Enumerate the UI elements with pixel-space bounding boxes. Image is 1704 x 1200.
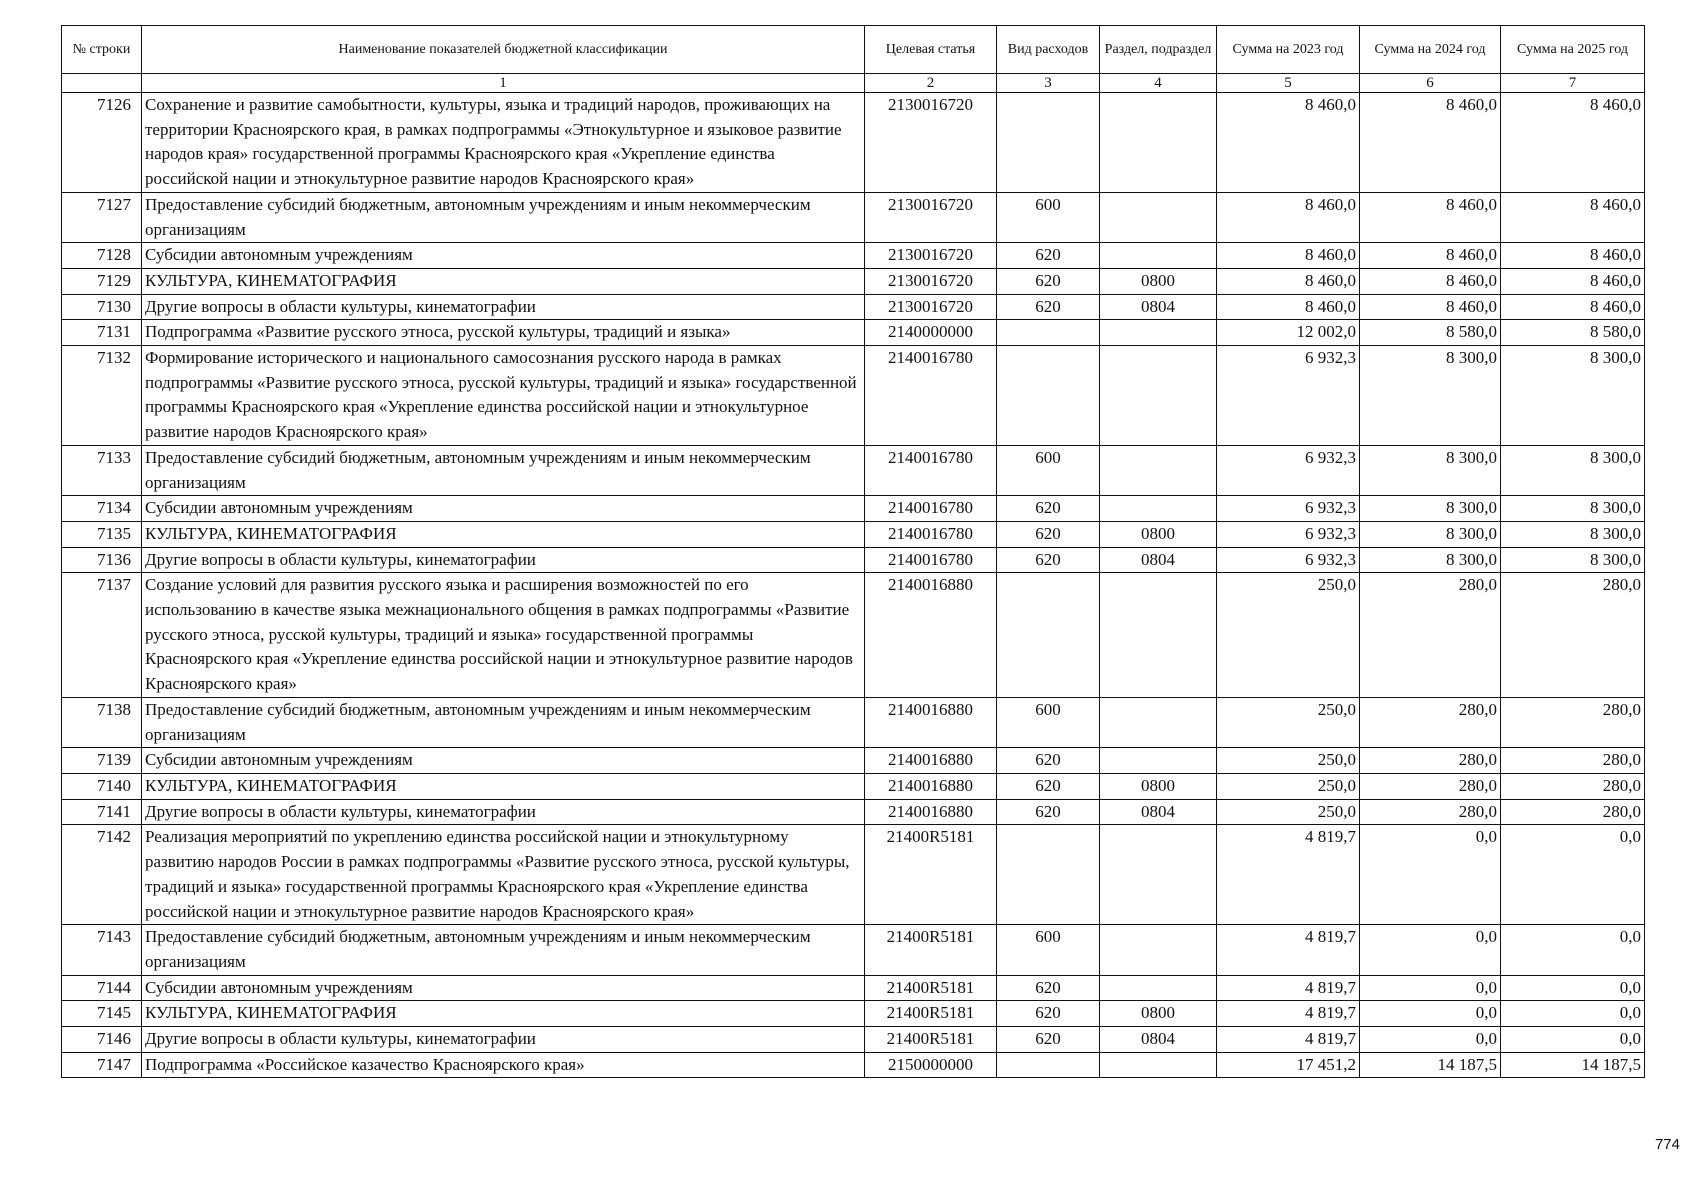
section-code: 0804 [1100,1027,1217,1053]
sum-2024: 280,0 [1360,799,1501,825]
sum-2023: 6 932,3 [1217,496,1360,522]
target-article: 2130016720 [865,268,997,294]
column-number: 2 [865,74,997,93]
section-code [1100,697,1217,747]
header-row-no: № строки [62,26,142,74]
section-code: 0804 [1100,547,1217,573]
sum-2023: 6 932,3 [1217,346,1360,446]
section-code [1100,825,1217,925]
table-row [62,547,1645,573]
sum-2023: 12 002,0 [1217,320,1360,346]
indicator-name: КУЛЬТУРА, КИНЕМАТОГРАФИЯ [142,773,865,799]
table-row [62,1052,1645,1078]
table-row [62,925,1645,975]
expense-type: 620 [997,1001,1100,1027]
indicator-name: Другие вопросы в области культуры, кинематографии [142,547,865,573]
sum-2025: 280,0 [1501,697,1645,747]
sum-2024: 280,0 [1360,748,1501,774]
row-number: 7128 [62,243,142,269]
sum-2025: 280,0 [1501,573,1645,698]
expense-type [997,346,1100,446]
target-article: 21400R5181 [865,975,997,1001]
sum-2025: 0,0 [1501,925,1645,975]
sum-2023: 250,0 [1217,773,1360,799]
expense-type: 600 [997,925,1100,975]
sum-2023: 250,0 [1217,573,1360,698]
table-row [62,748,1645,774]
sum-2023: 250,0 [1217,697,1360,747]
section-code: 0800 [1100,1001,1217,1027]
sum-2025: 8 580,0 [1501,320,1645,346]
row-number: 7138 [62,697,142,747]
sum-2023: 6 932,3 [1217,521,1360,547]
table-row [62,294,1645,320]
section-code: 0804 [1100,799,1217,825]
indicator-name: Другие вопросы в области культуры, кинематографии [142,1027,865,1053]
target-article: 2130016720 [865,192,997,242]
sum-2023: 4 819,7 [1217,1001,1360,1027]
target-article: 2130016720 [865,294,997,320]
header-sum-2023: Сумма на 2023 год [1217,26,1360,74]
indicator-name: Предоставление субсидий бюджетным, автономным учреждениям и иным некоммерческим организациям [142,192,865,242]
section-code [1100,93,1217,193]
sum-2023: 4 819,7 [1217,1027,1360,1053]
section-code [1100,445,1217,495]
expense-type: 620 [997,268,1100,294]
header-sum-2025: Сумма на 2025 год [1501,26,1645,74]
sum-2025: 0,0 [1501,1001,1645,1027]
expense-type: 620 [997,496,1100,522]
sum-2024: 8 300,0 [1360,346,1501,446]
section-code [1100,573,1217,698]
header-row [62,26,1645,74]
column-number: 5 [1217,74,1360,93]
header-target: Целевая статья [865,26,997,74]
indicator-name: Подпрограмма «Развитие русского этноса, русской культуры, традиций и языка» [142,320,865,346]
row-number: 7127 [62,192,142,242]
header-name: Наименование показателей бюджетной классификации [142,26,865,74]
sum-2025: 8 460,0 [1501,243,1645,269]
target-article: 2140016880 [865,573,997,698]
sum-2025: 280,0 [1501,773,1645,799]
sum-2025: 0,0 [1501,1027,1645,1053]
indicator-name: КУЛЬТУРА, КИНЕМАТОГРАФИЯ [142,521,865,547]
expense-type: 600 [997,192,1100,242]
sum-2025: 0,0 [1501,825,1645,925]
row-number: 7130 [62,294,142,320]
sum-2023: 8 460,0 [1217,93,1360,193]
sum-2024: 0,0 [1360,1027,1501,1053]
target-article: 2140016880 [865,799,997,825]
sum-2025: 14 187,5 [1501,1052,1645,1078]
header-sum-2024: Сумма на 2024 год [1360,26,1501,74]
sum-2023: 4 819,7 [1217,825,1360,925]
row-number: 7137 [62,573,142,698]
table-row [62,192,1645,242]
section-code [1100,925,1217,975]
expense-type [997,1052,1100,1078]
indicator-name: Создание условий для развития русского языка и расширения возможностей по его использованию в качестве языка межнационального общения в рамках подпрограммы «Развитие русского этноса, русской культуры, традиций и языка» государственной программы Красноярского края «Укрепление единства российской нации и этнокультурное развитие народов Красноярского края» [142,573,865,698]
target-article: 2140016880 [865,748,997,774]
table-row [62,799,1645,825]
column-number: 6 [1360,74,1501,93]
sum-2025: 8 460,0 [1501,294,1645,320]
sum-2024: 8 460,0 [1360,243,1501,269]
target-article: 21400R5181 [865,825,997,925]
page-number: 774 [1654,1136,1680,1153]
sum-2024: 8 460,0 [1360,93,1501,193]
expense-type: 600 [997,697,1100,747]
table-row [62,346,1645,446]
section-code [1100,192,1217,242]
sum-2024: 8 460,0 [1360,192,1501,242]
row-number: 7133 [62,445,142,495]
sum-2023: 6 932,3 [1217,445,1360,495]
header-section: Раздел, подраздел [1100,26,1217,74]
sum-2023: 4 819,7 [1217,975,1360,1001]
expense-type: 620 [997,799,1100,825]
sum-2025: 280,0 [1501,748,1645,774]
column-number [62,74,142,93]
table-row [62,825,1645,925]
indicator-name: Субсидии автономным учреждениям [142,975,865,1001]
target-article: 2130016720 [865,93,997,193]
budget-table [61,25,1645,1078]
indicator-name: Сохранение и развитие самобытности, культуры, языка и традиций народов, проживающих на территории Красноярского края, в рамках подпрограммы «Этнокультурное и языковое развитие народов края» государственной программы Красноярского края «Укрепление единства российской нации и этнокультурное развитие народов Красноярского края» [142,93,865,193]
sum-2023: 8 460,0 [1217,243,1360,269]
sum-2025: 8 460,0 [1501,192,1645,242]
sum-2024: 0,0 [1360,925,1501,975]
row-number: 7126 [62,93,142,193]
table-body [62,93,1645,1078]
row-number: 7131 [62,320,142,346]
row-number: 7144 [62,975,142,1001]
row-number: 7136 [62,547,142,573]
sum-2025: 8 300,0 [1501,521,1645,547]
indicator-name: КУЛЬТУРА, КИНЕМАТОГРАФИЯ [142,268,865,294]
indicator-name: Подпрограмма «Российское казачество Красноярского края» [142,1052,865,1078]
target-article: 2140016780 [865,521,997,547]
sum-2025: 8 300,0 [1501,445,1645,495]
column-number-row [62,74,1645,93]
expense-type: 620 [997,547,1100,573]
expense-type: 620 [997,243,1100,269]
expense-type [997,825,1100,925]
indicator-name: Субсидии автономным учреждениям [142,243,865,269]
section-code: 0800 [1100,773,1217,799]
expense-type: 600 [997,445,1100,495]
sum-2024: 8 460,0 [1360,294,1501,320]
column-number: 1 [142,74,865,93]
expense-type: 620 [997,975,1100,1001]
column-number: 4 [1100,74,1217,93]
row-number: 7132 [62,346,142,446]
target-article: 2140016880 [865,773,997,799]
row-number: 7147 [62,1052,142,1078]
expense-type: 620 [997,521,1100,547]
target-article: 2140016880 [865,697,997,747]
row-number: 7134 [62,496,142,522]
row-number: 7143 [62,925,142,975]
sum-2024: 0,0 [1360,1001,1501,1027]
target-article: 2140016780 [865,445,997,495]
table-row [62,320,1645,346]
sum-2023: 8 460,0 [1217,192,1360,242]
sum-2025: 8 300,0 [1501,346,1645,446]
section-code: 0800 [1100,268,1217,294]
column-number: 3 [997,74,1100,93]
table-row [62,975,1645,1001]
target-article: 2140016780 [865,496,997,522]
table-row [62,496,1645,522]
table-row [62,521,1645,547]
sum-2023: 250,0 [1217,799,1360,825]
table-row [62,268,1645,294]
expense-type: 620 [997,294,1100,320]
sum-2024: 8 300,0 [1360,445,1501,495]
expense-type: 620 [997,748,1100,774]
indicator-name: Другие вопросы в области культуры, кинематографии [142,799,865,825]
table-row [62,1027,1645,1053]
sum-2024: 280,0 [1360,697,1501,747]
row-number: 7129 [62,268,142,294]
sum-2023: 17 451,2 [1217,1052,1360,1078]
target-article: 21400R5181 [865,925,997,975]
table-row [62,445,1645,495]
table-row [62,243,1645,269]
row-number: 7142 [62,825,142,925]
expense-type [997,320,1100,346]
sum-2024: 0,0 [1360,975,1501,1001]
header-expense-type: Вид расходов [997,26,1100,74]
table-row [62,573,1645,698]
section-code [1100,748,1217,774]
section-code: 0804 [1100,294,1217,320]
indicator-name: КУЛЬТУРА, КИНЕМАТОГРАФИЯ [142,1001,865,1027]
target-article: 2150000000 [865,1052,997,1078]
row-number: 7141 [62,799,142,825]
sum-2024: 280,0 [1360,573,1501,698]
target-article: 2130016720 [865,243,997,269]
sum-2023: 6 932,3 [1217,547,1360,573]
expense-type [997,573,1100,698]
expense-type: 620 [997,773,1100,799]
target-article: 21400R5181 [865,1027,997,1053]
column-number: 7 [1501,74,1645,93]
indicator-name: Другие вопросы в области культуры, кинематографии [142,294,865,320]
table-row [62,1001,1645,1027]
indicator-name: Предоставление субсидий бюджетным, автономным учреждениям и иным некоммерческим организациям [142,445,865,495]
sum-2024: 8 300,0 [1360,496,1501,522]
indicator-name: Предоставление субсидий бюджетным, автономным учреждениям и иным некоммерческим организациям [142,925,865,975]
sum-2024: 280,0 [1360,773,1501,799]
sum-2025: 8 460,0 [1501,268,1645,294]
section-code [1100,320,1217,346]
sum-2024: 8 460,0 [1360,268,1501,294]
target-article: 21400R5181 [865,1001,997,1027]
target-article: 2140016780 [865,346,997,446]
table-row [62,773,1645,799]
sum-2025: 8 460,0 [1501,93,1645,193]
indicator-name: Реализация мероприятий по укреплению единства российской нации и этнокультурному развитию народов России в рамках подпрограммы «Развитие русского этноса, русской культуры, традиций и языка» государственной программы Красноярского края «Укрепление единства российской нации и этнокультурное развитие народов Красноярского края» [142,825,865,925]
indicator-name: Субсидии автономным учреждениям [142,496,865,522]
budget-table-sheet [61,25,1644,1078]
sum-2023: 8 460,0 [1217,294,1360,320]
sum-2023: 250,0 [1217,748,1360,774]
sum-2024: 8 300,0 [1360,547,1501,573]
section-code [1100,346,1217,446]
target-article: 2140016780 [865,547,997,573]
table-row [62,93,1645,193]
table-row [62,697,1645,747]
sum-2024: 14 187,5 [1360,1052,1501,1078]
section-code [1100,243,1217,269]
sum-2023: 8 460,0 [1217,268,1360,294]
row-number: 7145 [62,1001,142,1027]
sum-2024: 0,0 [1360,825,1501,925]
sum-2023: 4 819,7 [1217,925,1360,975]
row-number: 7139 [62,748,142,774]
expense-type: 620 [997,1027,1100,1053]
sum-2024: 8 300,0 [1360,521,1501,547]
indicator-name: Формирование исторического и национального самосознания русского народа в рамках подпрограммы «Развитие русского этноса, русской культуры, традиций и языка» государственной программы Красноярского края «Укрепление единства российской нации и этнокультурное развитие народов Красноярского края» [142,346,865,446]
sum-2025: 8 300,0 [1501,496,1645,522]
expense-type [997,93,1100,193]
sum-2025: 8 300,0 [1501,547,1645,573]
target-article: 2140000000 [865,320,997,346]
section-code [1100,1052,1217,1078]
sum-2024: 8 580,0 [1360,320,1501,346]
sum-2025: 0,0 [1501,975,1645,1001]
row-number: 7146 [62,1027,142,1053]
row-number: 7135 [62,521,142,547]
sum-2025: 280,0 [1501,799,1645,825]
indicator-name: Предоставление субсидий бюджетным, автономным учреждениям и иным некоммерческим организациям [142,697,865,747]
row-number: 7140 [62,773,142,799]
indicator-name: Субсидии автономным учреждениям [142,748,865,774]
section-code [1100,975,1217,1001]
section-code: 0800 [1100,521,1217,547]
section-code [1100,496,1217,522]
